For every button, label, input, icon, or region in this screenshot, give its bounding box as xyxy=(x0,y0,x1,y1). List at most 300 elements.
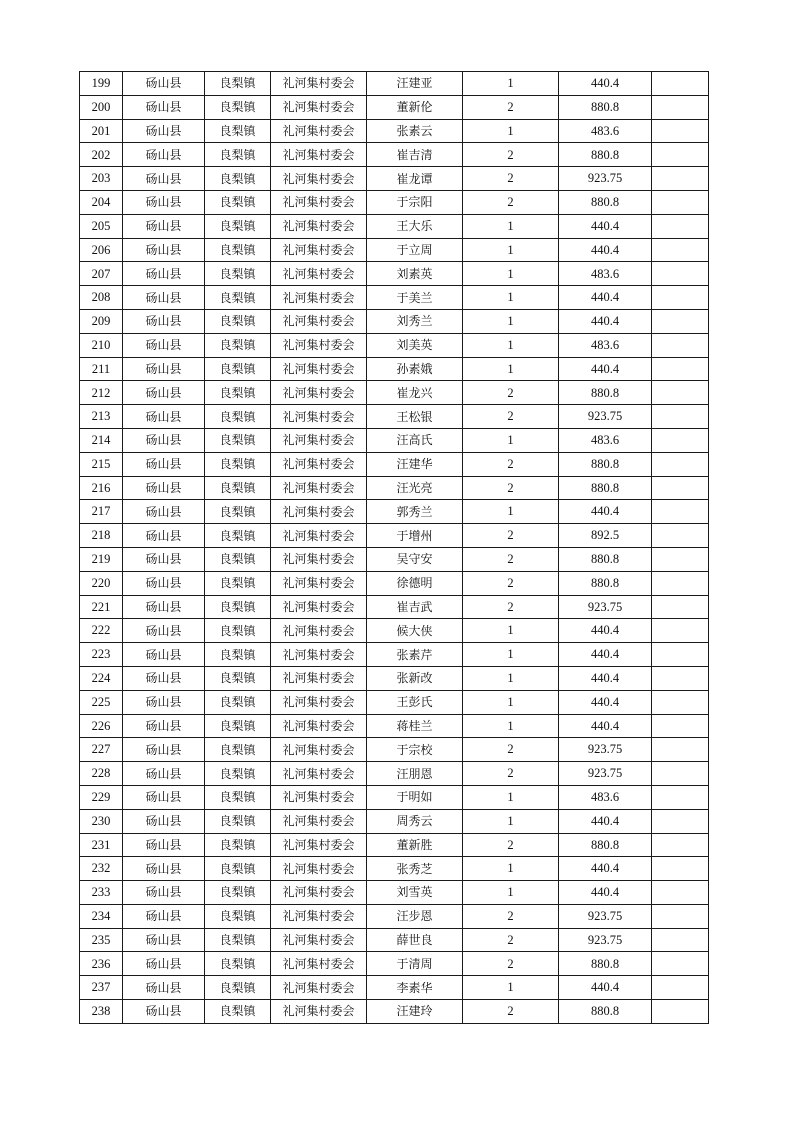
town-cell: 良梨镇 xyxy=(205,785,271,809)
row-number-cell: 206 xyxy=(80,238,123,262)
village-committee-cell: 礼河集村委会 xyxy=(271,167,367,191)
table-body xyxy=(80,72,709,1024)
household-count-cell: 1 xyxy=(463,428,559,452)
village-committee-cell: 礼河集村委会 xyxy=(271,666,367,690)
table-row xyxy=(80,405,709,429)
household-count-cell: 2 xyxy=(463,833,559,857)
row-number-cell: 209 xyxy=(80,309,123,333)
note-cell xyxy=(652,714,709,738)
county-cell: 砀山县 xyxy=(123,381,205,405)
household-count-cell: 2 xyxy=(463,476,559,500)
note-cell xyxy=(652,952,709,976)
town-cell: 良梨镇 xyxy=(205,666,271,690)
household-count-cell: 2 xyxy=(463,904,559,928)
row-number-cell: 225 xyxy=(80,690,123,714)
county-cell: 砀山县 xyxy=(123,95,205,119)
row-number-cell: 214 xyxy=(80,428,123,452)
household-count-cell: 1 xyxy=(463,333,559,357)
town-cell: 良梨镇 xyxy=(205,809,271,833)
county-cell: 砀山县 xyxy=(123,190,205,214)
household-count-cell: 2 xyxy=(463,143,559,167)
village-committee-cell: 礼河集村委会 xyxy=(271,857,367,881)
household-count-cell: 2 xyxy=(463,190,559,214)
note-cell xyxy=(652,119,709,143)
name-cell: 郭秀兰 xyxy=(367,500,463,524)
amount-cell: 440.4 xyxy=(559,643,652,667)
town-cell: 良梨镇 xyxy=(205,571,271,595)
town-cell: 良梨镇 xyxy=(205,452,271,476)
amount-cell: 440.4 xyxy=(559,857,652,881)
town-cell: 良梨镇 xyxy=(205,286,271,310)
name-cell: 张素云 xyxy=(367,119,463,143)
town-cell: 良梨镇 xyxy=(205,690,271,714)
note-cell xyxy=(652,619,709,643)
note-cell xyxy=(652,928,709,952)
town-cell: 良梨镇 xyxy=(205,928,271,952)
note-cell xyxy=(652,309,709,333)
town-cell: 良梨镇 xyxy=(205,547,271,571)
name-cell: 吴守安 xyxy=(367,547,463,571)
household-count-cell: 1 xyxy=(463,119,559,143)
household-count-cell: 1 xyxy=(463,976,559,1000)
amount-cell: 440.4 xyxy=(559,500,652,524)
town-cell: 良梨镇 xyxy=(205,405,271,429)
note-cell xyxy=(652,643,709,667)
row-number-cell: 229 xyxy=(80,785,123,809)
town-cell: 良梨镇 xyxy=(205,238,271,262)
row-number-cell: 226 xyxy=(80,714,123,738)
table-row xyxy=(80,643,709,667)
village-committee-cell: 礼河集村委会 xyxy=(271,928,367,952)
county-cell: 砀山县 xyxy=(123,714,205,738)
town-cell: 良梨镇 xyxy=(205,738,271,762)
village-committee-cell: 礼河集村委会 xyxy=(271,619,367,643)
table-row xyxy=(80,666,709,690)
name-cell: 刘素英 xyxy=(367,262,463,286)
note-cell xyxy=(652,95,709,119)
household-count-cell: 1 xyxy=(463,214,559,238)
name-cell: 张素芹 xyxy=(367,643,463,667)
note-cell xyxy=(652,976,709,1000)
village-committee-cell: 礼河集村委会 xyxy=(271,643,367,667)
name-cell: 于美兰 xyxy=(367,286,463,310)
note-cell xyxy=(652,214,709,238)
village-committee-cell: 礼河集村委会 xyxy=(271,190,367,214)
row-number-cell: 213 xyxy=(80,405,123,429)
name-cell: 刘雪英 xyxy=(367,881,463,905)
amount-cell: 880.8 xyxy=(559,381,652,405)
village-committee-cell: 礼河集村委会 xyxy=(271,405,367,429)
row-number-cell: 210 xyxy=(80,333,123,357)
note-cell xyxy=(652,190,709,214)
amount-cell: 923.75 xyxy=(559,405,652,429)
row-number-cell: 227 xyxy=(80,738,123,762)
name-cell: 于清周 xyxy=(367,952,463,976)
amount-cell: 440.4 xyxy=(559,309,652,333)
village-committee-cell: 礼河集村委会 xyxy=(271,72,367,96)
household-count-cell: 1 xyxy=(463,238,559,262)
row-number-cell: 215 xyxy=(80,452,123,476)
village-committee-cell: 礼河集村委会 xyxy=(271,904,367,928)
amount-cell: 440.4 xyxy=(559,881,652,905)
name-cell: 崔龙兴 xyxy=(367,381,463,405)
note-cell xyxy=(652,857,709,881)
amount-cell: 440.4 xyxy=(559,619,652,643)
county-cell: 砀山县 xyxy=(123,976,205,1000)
village-committee-cell: 礼河集村委会 xyxy=(271,286,367,310)
name-cell: 崔吉清 xyxy=(367,143,463,167)
county-cell: 砀山县 xyxy=(123,833,205,857)
town-cell: 良梨镇 xyxy=(205,309,271,333)
table-row xyxy=(80,286,709,310)
row-number-cell: 230 xyxy=(80,809,123,833)
table-row xyxy=(80,762,709,786)
village-committee-cell: 礼河集村委会 xyxy=(271,690,367,714)
town-cell: 良梨镇 xyxy=(205,357,271,381)
town-cell: 良梨镇 xyxy=(205,643,271,667)
town-cell: 良梨镇 xyxy=(205,143,271,167)
row-number-cell: 201 xyxy=(80,119,123,143)
town-cell: 良梨镇 xyxy=(205,167,271,191)
county-cell: 砀山县 xyxy=(123,405,205,429)
household-count-cell: 2 xyxy=(463,1000,559,1024)
amount-cell: 880.8 xyxy=(559,452,652,476)
county-cell: 砀山县 xyxy=(123,238,205,262)
village-committee-cell: 礼河集村委会 xyxy=(271,595,367,619)
household-count-cell: 2 xyxy=(463,952,559,976)
row-number-cell: 222 xyxy=(80,619,123,643)
row-number-cell: 223 xyxy=(80,643,123,667)
town-cell: 良梨镇 xyxy=(205,72,271,96)
town-cell: 良梨镇 xyxy=(205,1000,271,1024)
household-count-cell: 1 xyxy=(463,643,559,667)
name-cell: 刘美英 xyxy=(367,333,463,357)
row-number-cell: 235 xyxy=(80,928,123,952)
note-cell xyxy=(652,666,709,690)
note-cell xyxy=(652,167,709,191)
town-cell: 良梨镇 xyxy=(205,262,271,286)
county-cell: 砀山县 xyxy=(123,857,205,881)
note-cell xyxy=(652,143,709,167)
amount-cell: 880.8 xyxy=(559,1000,652,1024)
town-cell: 良梨镇 xyxy=(205,119,271,143)
county-cell: 砀山县 xyxy=(123,952,205,976)
household-count-cell: 2 xyxy=(463,571,559,595)
name-cell: 汪光亮 xyxy=(367,476,463,500)
town-cell: 良梨镇 xyxy=(205,714,271,738)
village-committee-cell: 礼河集村委会 xyxy=(271,952,367,976)
table-row xyxy=(80,904,709,928)
amount-cell: 923.75 xyxy=(559,595,652,619)
county-cell: 砀山县 xyxy=(123,809,205,833)
amount-cell: 880.8 xyxy=(559,547,652,571)
county-cell: 砀山县 xyxy=(123,167,205,191)
note-cell xyxy=(652,809,709,833)
town-cell: 良梨镇 xyxy=(205,500,271,524)
amount-cell: 440.4 xyxy=(559,286,652,310)
village-committee-cell: 礼河集村委会 xyxy=(271,547,367,571)
name-cell: 于宗校 xyxy=(367,738,463,762)
county-cell: 砀山县 xyxy=(123,143,205,167)
table-row xyxy=(80,690,709,714)
table-row xyxy=(80,119,709,143)
row-number-cell: 208 xyxy=(80,286,123,310)
amount-cell: 440.4 xyxy=(559,714,652,738)
town-cell: 良梨镇 xyxy=(205,952,271,976)
name-cell: 孙素娥 xyxy=(367,357,463,381)
name-cell: 张秀芝 xyxy=(367,857,463,881)
village-committee-cell: 礼河集村委会 xyxy=(271,881,367,905)
town-cell: 良梨镇 xyxy=(205,857,271,881)
name-cell: 汪建玲 xyxy=(367,1000,463,1024)
table-row xyxy=(80,333,709,357)
amount-cell: 440.4 xyxy=(559,238,652,262)
village-committee-cell: 礼河集村委会 xyxy=(271,976,367,1000)
household-count-cell: 2 xyxy=(463,928,559,952)
note-cell xyxy=(652,381,709,405)
household-count-cell: 1 xyxy=(463,809,559,833)
row-number-cell: 218 xyxy=(80,524,123,548)
table-row xyxy=(80,428,709,452)
name-cell: 汪建华 xyxy=(367,452,463,476)
table-row xyxy=(80,309,709,333)
household-count-cell: 1 xyxy=(463,785,559,809)
county-cell: 砀山县 xyxy=(123,428,205,452)
amount-cell: 923.75 xyxy=(559,738,652,762)
household-count-cell: 2 xyxy=(463,547,559,571)
village-committee-cell: 礼河集村委会 xyxy=(271,238,367,262)
county-cell: 砀山县 xyxy=(123,738,205,762)
amount-cell: 483.6 xyxy=(559,333,652,357)
amount-cell: 483.6 xyxy=(559,119,652,143)
town-cell: 良梨镇 xyxy=(205,619,271,643)
note-cell xyxy=(652,476,709,500)
table-row xyxy=(80,571,709,595)
table-row xyxy=(80,214,709,238)
name-cell: 张新改 xyxy=(367,666,463,690)
table-row xyxy=(80,476,709,500)
table-row xyxy=(80,1000,709,1024)
amount-cell: 880.8 xyxy=(559,833,652,857)
household-count-cell: 1 xyxy=(463,690,559,714)
table-row xyxy=(80,167,709,191)
amount-cell: 923.75 xyxy=(559,762,652,786)
row-number-cell: 217 xyxy=(80,500,123,524)
amount-cell: 440.4 xyxy=(559,214,652,238)
county-cell: 砀山县 xyxy=(123,262,205,286)
village-committee-cell: 礼河集村委会 xyxy=(271,381,367,405)
amount-cell: 440.4 xyxy=(559,809,652,833)
amount-cell: 483.6 xyxy=(559,428,652,452)
town-cell: 良梨镇 xyxy=(205,595,271,619)
name-cell: 董新胜 xyxy=(367,833,463,857)
note-cell xyxy=(652,500,709,524)
town-cell: 良梨镇 xyxy=(205,95,271,119)
village-committee-cell: 礼河集村委会 xyxy=(271,262,367,286)
table-row xyxy=(80,881,709,905)
table-row xyxy=(80,238,709,262)
county-cell: 砀山县 xyxy=(123,547,205,571)
table-row xyxy=(80,952,709,976)
household-count-cell: 1 xyxy=(463,357,559,381)
town-cell: 良梨镇 xyxy=(205,881,271,905)
village-committee-cell: 礼河集村委会 xyxy=(271,524,367,548)
table-row xyxy=(80,381,709,405)
table-row xyxy=(80,357,709,381)
village-committee-cell: 礼河集村委会 xyxy=(271,714,367,738)
note-cell xyxy=(652,238,709,262)
household-count-cell: 1 xyxy=(463,714,559,738)
name-cell: 汪高氏 xyxy=(367,428,463,452)
amount-cell: 880.8 xyxy=(559,952,652,976)
row-number-cell: 237 xyxy=(80,976,123,1000)
village-committee-cell: 礼河集村委会 xyxy=(271,476,367,500)
village-committee-cell: 礼河集村委会 xyxy=(271,571,367,595)
table-row xyxy=(80,833,709,857)
table-row xyxy=(80,143,709,167)
note-cell xyxy=(652,690,709,714)
note-cell xyxy=(652,738,709,762)
county-cell: 砀山县 xyxy=(123,595,205,619)
town-cell: 良梨镇 xyxy=(205,428,271,452)
note-cell xyxy=(652,357,709,381)
row-number-cell: 200 xyxy=(80,95,123,119)
row-number-cell: 233 xyxy=(80,881,123,905)
amount-cell: 923.75 xyxy=(559,904,652,928)
village-committee-cell: 礼河集村委会 xyxy=(271,833,367,857)
town-cell: 良梨镇 xyxy=(205,904,271,928)
note-cell xyxy=(652,547,709,571)
county-cell: 砀山县 xyxy=(123,333,205,357)
town-cell: 良梨镇 xyxy=(205,214,271,238)
county-cell: 砀山县 xyxy=(123,785,205,809)
household-count-cell: 2 xyxy=(463,452,559,476)
note-cell xyxy=(652,904,709,928)
village-committee-cell: 礼河集村委会 xyxy=(271,309,367,333)
row-number-cell: 202 xyxy=(80,143,123,167)
note-cell xyxy=(652,333,709,357)
household-count-cell: 1 xyxy=(463,309,559,333)
county-cell: 砀山县 xyxy=(123,286,205,310)
household-count-cell: 1 xyxy=(463,262,559,286)
amount-cell: 880.8 xyxy=(559,143,652,167)
household-count-cell: 1 xyxy=(463,500,559,524)
village-committee-cell: 礼河集村委会 xyxy=(271,95,367,119)
village-committee-cell: 礼河集村委会 xyxy=(271,214,367,238)
town-cell: 良梨镇 xyxy=(205,833,271,857)
name-cell: 崔吉武 xyxy=(367,595,463,619)
note-cell xyxy=(652,262,709,286)
table-row xyxy=(80,262,709,286)
village-committee-cell: 礼河集村委会 xyxy=(271,357,367,381)
county-cell: 砀山县 xyxy=(123,524,205,548)
row-number-cell: 231 xyxy=(80,833,123,857)
household-count-cell: 2 xyxy=(463,405,559,429)
note-cell xyxy=(652,286,709,310)
household-count-cell: 1 xyxy=(463,857,559,881)
county-cell: 砀山县 xyxy=(123,928,205,952)
name-cell: 王松银 xyxy=(367,405,463,429)
county-cell: 砀山县 xyxy=(123,643,205,667)
note-cell xyxy=(652,762,709,786)
table-row xyxy=(80,524,709,548)
table-row xyxy=(80,809,709,833)
row-number-cell: 205 xyxy=(80,214,123,238)
village-committee-cell: 礼河集村委会 xyxy=(271,809,367,833)
row-number-cell: 224 xyxy=(80,666,123,690)
name-cell: 于明如 xyxy=(367,785,463,809)
amount-cell: 440.4 xyxy=(559,976,652,1000)
name-cell: 王大乐 xyxy=(367,214,463,238)
name-cell: 候大侠 xyxy=(367,619,463,643)
row-number-cell: 238 xyxy=(80,1000,123,1024)
name-cell: 薛世良 xyxy=(367,928,463,952)
village-committee-cell: 礼河集村委会 xyxy=(271,500,367,524)
amount-cell: 923.75 xyxy=(559,928,652,952)
row-number-cell: 216 xyxy=(80,476,123,500)
table-row xyxy=(80,619,709,643)
county-cell: 砀山县 xyxy=(123,1000,205,1024)
town-cell: 良梨镇 xyxy=(205,762,271,786)
county-cell: 砀山县 xyxy=(123,500,205,524)
row-number-cell: 219 xyxy=(80,547,123,571)
county-cell: 砀山县 xyxy=(123,214,205,238)
name-cell: 汪建亚 xyxy=(367,72,463,96)
row-number-cell: 199 xyxy=(80,72,123,96)
town-cell: 良梨镇 xyxy=(205,476,271,500)
county-cell: 砀山县 xyxy=(123,571,205,595)
name-cell: 于宗阳 xyxy=(367,190,463,214)
village-committee-cell: 礼河集村委会 xyxy=(271,428,367,452)
note-cell xyxy=(652,785,709,809)
amount-cell: 440.4 xyxy=(559,72,652,96)
town-cell: 良梨镇 xyxy=(205,381,271,405)
row-number-cell: 236 xyxy=(80,952,123,976)
row-number-cell: 234 xyxy=(80,904,123,928)
household-count-cell: 2 xyxy=(463,95,559,119)
amount-cell: 880.8 xyxy=(559,571,652,595)
county-cell: 砀山县 xyxy=(123,690,205,714)
table-row xyxy=(80,785,709,809)
row-number-cell: 204 xyxy=(80,190,123,214)
amount-cell: 892.5 xyxy=(559,524,652,548)
name-cell: 王彭氏 xyxy=(367,690,463,714)
note-cell xyxy=(652,452,709,476)
household-count-cell: 2 xyxy=(463,524,559,548)
town-cell: 良梨镇 xyxy=(205,524,271,548)
town-cell: 良梨镇 xyxy=(205,333,271,357)
village-committee-cell: 礼河集村委会 xyxy=(271,143,367,167)
name-cell: 于增州 xyxy=(367,524,463,548)
table-row xyxy=(80,72,709,96)
household-count-cell: 2 xyxy=(463,762,559,786)
row-number-cell: 203 xyxy=(80,167,123,191)
village-committee-cell: 礼河集村委会 xyxy=(271,738,367,762)
name-cell: 董新伦 xyxy=(367,95,463,119)
table-row xyxy=(80,714,709,738)
household-count-cell: 2 xyxy=(463,381,559,405)
amount-cell: 880.8 xyxy=(559,95,652,119)
household-count-cell: 2 xyxy=(463,595,559,619)
row-number-cell: 211 xyxy=(80,357,123,381)
county-cell: 砀山县 xyxy=(123,72,205,96)
amount-cell: 880.8 xyxy=(559,190,652,214)
note-cell xyxy=(652,428,709,452)
amount-cell: 440.4 xyxy=(559,690,652,714)
name-cell: 于立周 xyxy=(367,238,463,262)
village-committee-cell: 礼河集村委会 xyxy=(271,452,367,476)
table-row xyxy=(80,928,709,952)
